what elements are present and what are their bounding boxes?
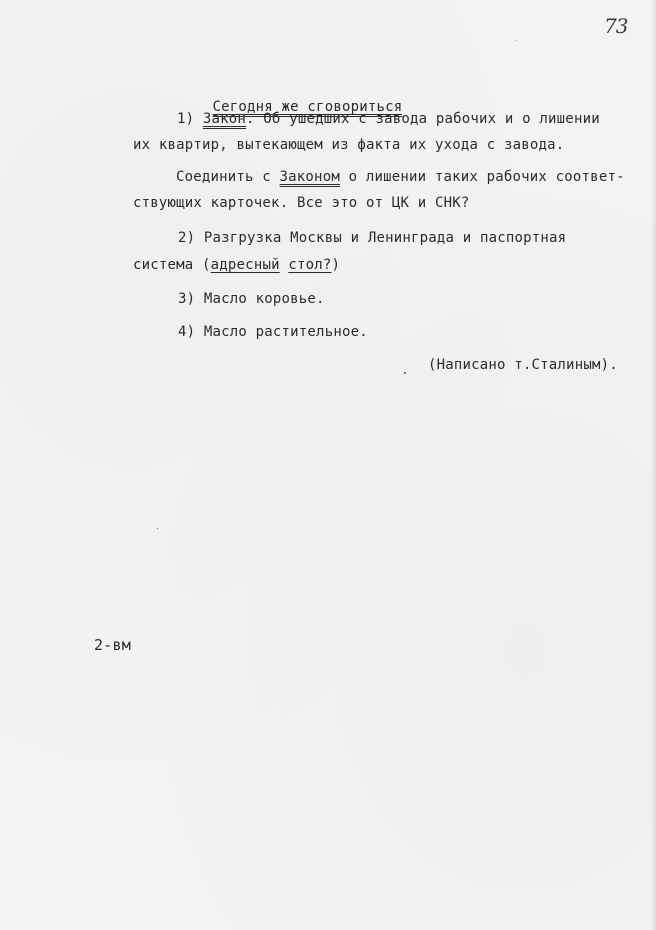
item2-address: адресный xyxy=(210,257,280,273)
item3: 3) Масло коровье. xyxy=(178,291,325,307)
item1b-rest: о лишении таких рабочих соответ- xyxy=(339,169,625,185)
heading: Сегодня же сговориться xyxy=(212,99,403,115)
signature-note: (Написано т.Сталиным). xyxy=(428,357,618,373)
footer-code: 2-вм xyxy=(94,636,131,654)
item1b-prefix: Соединить с xyxy=(176,169,280,185)
item1b-line2: ствующих карточек. Все это от ЦК и СНК? xyxy=(133,195,470,211)
item2-prefix: система ( xyxy=(133,257,211,273)
paper-speck xyxy=(404,372,406,374)
item1b-law: Законом xyxy=(279,169,340,185)
item2-line2 xyxy=(133,256,340,274)
handwritten-page-number: 73 xyxy=(604,14,628,38)
item1-line2: их квартир, вытекающем из факта их ухода с завода. xyxy=(133,137,565,153)
paper-speck xyxy=(157,528,158,529)
paper-speck xyxy=(516,40,517,41)
item1-line1 xyxy=(177,110,600,128)
item2-line1: 2) Разгрузка Москвы и Ленинграда и паспортная xyxy=(178,230,567,246)
item1-law: Закон xyxy=(202,111,247,127)
item1-rest: . Об ушедших с завода рабочих и о лишении xyxy=(246,111,600,127)
item2-table: стол? xyxy=(288,257,332,273)
item4: 4) Масло растительное. xyxy=(178,324,368,340)
page-edge-shadow xyxy=(650,0,656,930)
item1-prefix: 1) xyxy=(177,111,203,127)
item2-suffix: ) xyxy=(331,257,341,273)
item1b-line1 xyxy=(176,168,625,186)
